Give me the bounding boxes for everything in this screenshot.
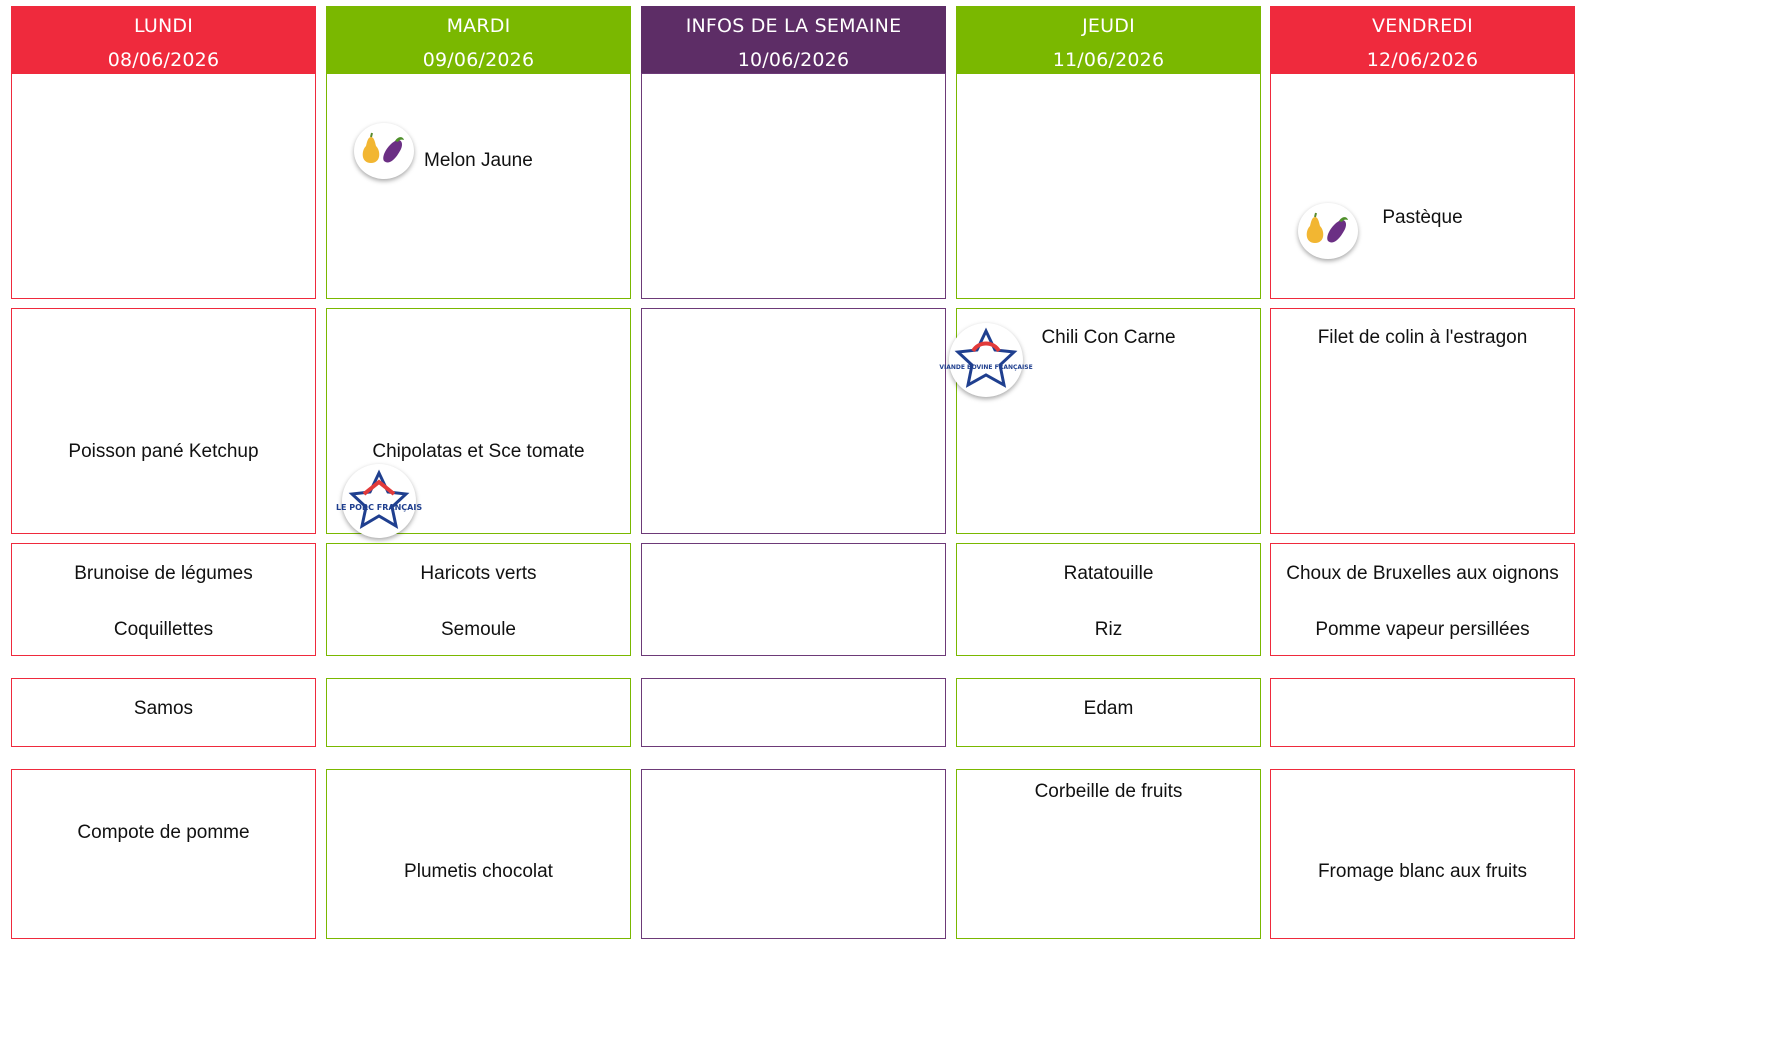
day-header-vendredi bbox=[1270, 6, 1575, 73]
menu-item: Compote de pomme bbox=[77, 822, 250, 843]
cell-entree bbox=[641, 73, 946, 299]
menu-item: Haricots verts bbox=[420, 563, 537, 584]
day-name: JEUDI bbox=[1082, 15, 1135, 37]
cell-dessert bbox=[956, 769, 1261, 939]
day-header-mardi bbox=[326, 6, 631, 73]
cell-laitage bbox=[956, 678, 1261, 747]
menu-item: Corbeille de fruits bbox=[1034, 781, 1183, 802]
day-name: VENDREDI bbox=[1372, 15, 1473, 37]
column-vendredi bbox=[1270, 6, 1575, 882]
menu-item: Fromage blanc aux fruits bbox=[1317, 861, 1528, 882]
cell-entree bbox=[326, 73, 631, 299]
menu-item: Brunoise de légumes bbox=[74, 563, 253, 584]
menu-item: Riz bbox=[1094, 619, 1123, 640]
day-header-infos bbox=[641, 6, 946, 73]
menu-item: Pastèque bbox=[1382, 207, 1463, 228]
le-porc-francais-logo bbox=[335, 464, 423, 538]
cell-plat bbox=[1270, 308, 1575, 534]
menu-item: Ratatouille bbox=[1063, 563, 1154, 584]
cell-dessert bbox=[11, 769, 316, 939]
cell-laitage bbox=[1270, 678, 1575, 747]
day-name: LUNDI bbox=[134, 15, 193, 37]
cell-dessert bbox=[1270, 769, 1575, 939]
menu-item: Edam bbox=[1083, 698, 1134, 719]
cell-accompagnement bbox=[326, 543, 631, 656]
day-header-lundi bbox=[11, 6, 316, 73]
cell-dessert bbox=[641, 769, 946, 939]
column-mardi bbox=[326, 6, 631, 882]
cell-laitage bbox=[641, 678, 946, 747]
day-date: 10/06/2026 bbox=[737, 49, 850, 71]
menu-item: Samos bbox=[133, 698, 194, 719]
cell-laitage bbox=[326, 678, 631, 747]
day-date: 11/06/2026 bbox=[1052, 49, 1165, 71]
day-date: 09/06/2026 bbox=[422, 49, 535, 71]
menu-item: Melon Jaune bbox=[424, 150, 533, 171]
menu-item: Chipolatas et Sce tomate bbox=[372, 441, 585, 462]
cell-plat bbox=[11, 308, 316, 534]
column-jeudi bbox=[939, 6, 1261, 802]
menu-item: Filet de colin à l'estragon bbox=[1317, 327, 1528, 348]
day-date: 08/06/2026 bbox=[107, 49, 220, 71]
cell-accompagnement bbox=[11, 543, 316, 656]
viande-bovine-francaise-logo bbox=[939, 323, 1033, 397]
menu-item: Chili Con Carne bbox=[1041, 327, 1176, 348]
cell-entree bbox=[956, 73, 1261, 299]
menu-item: Poisson pané Ketchup bbox=[68, 441, 259, 462]
menu-item: Semoule bbox=[441, 619, 516, 640]
day-date: 12/06/2026 bbox=[1366, 49, 1479, 71]
cell-entree bbox=[1270, 73, 1575, 299]
menu-item: Pomme vapeur persillées bbox=[1315, 619, 1530, 640]
menu-item: Choux de Bruxelles aux oignons bbox=[1286, 563, 1559, 584]
cell-plat bbox=[641, 308, 946, 534]
column-lundi bbox=[11, 6, 316, 843]
cell-dessert bbox=[326, 769, 631, 939]
day-name: INFOS DE LA SEMAINE bbox=[685, 15, 902, 37]
bovine-logo-text: VIANDE BOVINE FRANÇAISE bbox=[939, 364, 1033, 371]
porc-logo-text: LE PORC FRANÇAIS bbox=[335, 503, 423, 512]
cell-accompagnement bbox=[956, 543, 1261, 656]
day-header-jeudi bbox=[956, 6, 1261, 73]
cell-accompagnement bbox=[641, 543, 946, 656]
column-infos bbox=[641, 6, 946, 73]
menu-item: Coquillettes bbox=[113, 619, 214, 640]
cell-entree bbox=[11, 73, 316, 299]
day-name: MARDI bbox=[446, 15, 511, 37]
cell-accompagnement bbox=[1270, 543, 1575, 656]
menu-item: Plumetis chocolat bbox=[404, 861, 553, 882]
pear-eggplant-icon bbox=[354, 123, 414, 179]
cell-laitage bbox=[11, 678, 316, 747]
cell-plat bbox=[326, 308, 631, 534]
